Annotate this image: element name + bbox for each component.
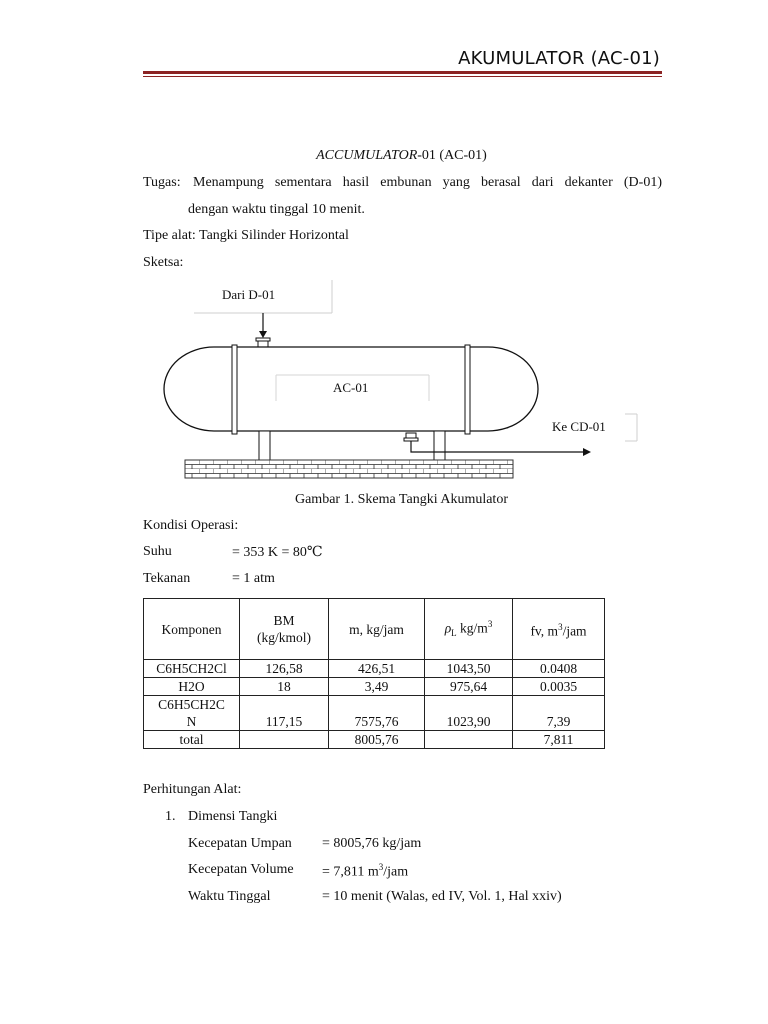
tugas-line-1: Menampung sementara hasil embunan yang berasal dari dekanter (D-01) bbox=[193, 175, 662, 190]
cell-rho: 1043,50 bbox=[425, 660, 513, 678]
rho-unit-exponent: 3 bbox=[487, 618, 493, 629]
table-row-total bbox=[144, 731, 605, 749]
sketsa-label: Sketsa: bbox=[143, 255, 184, 270]
document-title-rest: -01 (AC-01) bbox=[417, 148, 487, 163]
support-left bbox=[259, 431, 270, 462]
param-value: = 8005,76 kg/jam bbox=[322, 836, 422, 851]
cell-rho: 975,64 bbox=[425, 678, 513, 696]
fv-unit: /jam bbox=[562, 623, 587, 639]
param-label: Waktu Tinggal bbox=[188, 889, 271, 904]
outlet-nozzle bbox=[404, 433, 418, 441]
cell-m: 7575,76 bbox=[329, 696, 425, 731]
tank-flange-left bbox=[232, 345, 237, 434]
table-header-row bbox=[144, 599, 605, 660]
outlet-label: Ke CD-01 bbox=[552, 419, 606, 434]
header-m: m, kg/jam bbox=[329, 599, 425, 660]
table-row bbox=[144, 660, 605, 678]
fv-exponent: 3 bbox=[558, 621, 563, 632]
list-item-title: Dimensi Tangki bbox=[188, 809, 278, 824]
cell-fv: 7,811 bbox=[513, 731, 605, 749]
param-value-post: /jam bbox=[383, 864, 409, 880]
tugas-label: Tugas: bbox=[143, 175, 181, 190]
list-item-number: 1. bbox=[165, 809, 176, 824]
support-right bbox=[434, 431, 445, 462]
table-row bbox=[144, 696, 605, 731]
param-label: Kecepatan Volume bbox=[188, 862, 294, 877]
figure-caption: Gambar 1. Skema Tangki Akumulator bbox=[294, 492, 508, 507]
tekanan-value: = 1 atm bbox=[232, 571, 275, 586]
tugas-line-2: dengan waktu tinggal 10 menit. bbox=[188, 202, 365, 217]
param-value-pre: = 7,811 m bbox=[322, 864, 379, 880]
param-value bbox=[322, 862, 408, 881]
perhitungan-heading: Perhitungan Alat: bbox=[143, 782, 242, 797]
fv-label: fv, m bbox=[530, 623, 559, 639]
outlet-label-box bbox=[625, 414, 637, 441]
cell-fv: 7,39 bbox=[513, 696, 605, 731]
outlet-arrow bbox=[583, 448, 591, 456]
tekanan-label: Tekanan bbox=[143, 571, 191, 586]
tank-label: AC-01 bbox=[333, 380, 369, 395]
suhu-label: Suhu bbox=[143, 544, 172, 559]
cell-m: 3,49 bbox=[329, 678, 425, 696]
brick-foundation bbox=[185, 460, 513, 478]
cell-m: 8005,76 bbox=[329, 731, 425, 749]
cell-rho bbox=[425, 731, 513, 749]
rho-subscript: L bbox=[451, 628, 457, 639]
table-row bbox=[144, 678, 605, 696]
document-title-italic: ACCUMULATOR bbox=[316, 148, 418, 163]
cell-bm bbox=[240, 731, 329, 749]
inlet-nozzle bbox=[256, 338, 270, 347]
param-label: Kecepatan Umpan bbox=[188, 836, 292, 851]
cell-bm: 18 bbox=[240, 678, 329, 696]
rho-unit: kg/m bbox=[456, 620, 488, 636]
cell-fv: 0.0035 bbox=[513, 678, 605, 696]
inlet-arrow bbox=[259, 331, 267, 338]
header-fv bbox=[513, 599, 605, 660]
cell-komponen: total bbox=[144, 731, 240, 749]
param-value-exponent: 3 bbox=[378, 862, 384, 872]
tank-flange-right bbox=[465, 345, 470, 434]
header-bm-line2: (kg/kmol) bbox=[257, 630, 311, 645]
param-value: = 10 menit (Walas, ed IV, Vol. 1, Hal xxiv) bbox=[322, 889, 562, 904]
rho-symbol: ρ bbox=[444, 620, 452, 636]
cell-rho: 1023,90 bbox=[425, 696, 513, 731]
cell-komponen-line2: N bbox=[186, 714, 197, 729]
page-header-title: AKUMULATOR (AC-01) bbox=[458, 48, 660, 69]
component-table bbox=[143, 598, 605, 749]
cell-komponen-line1: C6H5CH2C bbox=[158, 697, 225, 712]
header-komponen: Komponen bbox=[144, 599, 240, 660]
cell-bm: 117,15 bbox=[240, 696, 329, 731]
kondisi-heading: Kondisi Operasi: bbox=[143, 518, 239, 533]
cell-komponen bbox=[144, 696, 240, 731]
suhu-value: = 353 K = 80℃ bbox=[232, 545, 323, 560]
cell-fv: 0.0408 bbox=[513, 660, 605, 678]
inlet-label: Dari D-01 bbox=[222, 287, 276, 302]
cell-komponen: H2O bbox=[144, 678, 240, 696]
cell-komponen: C6H5CH2Cl bbox=[144, 660, 240, 678]
cell-bm: 126,58 bbox=[240, 660, 329, 678]
header-rho bbox=[425, 599, 513, 660]
header-bm bbox=[240, 599, 329, 660]
cell-m: 426,51 bbox=[329, 660, 425, 678]
tipe-alat: Tipe alat: Tangki Silinder Horizontal bbox=[143, 228, 349, 243]
header-bm-line1: BM bbox=[273, 613, 295, 628]
